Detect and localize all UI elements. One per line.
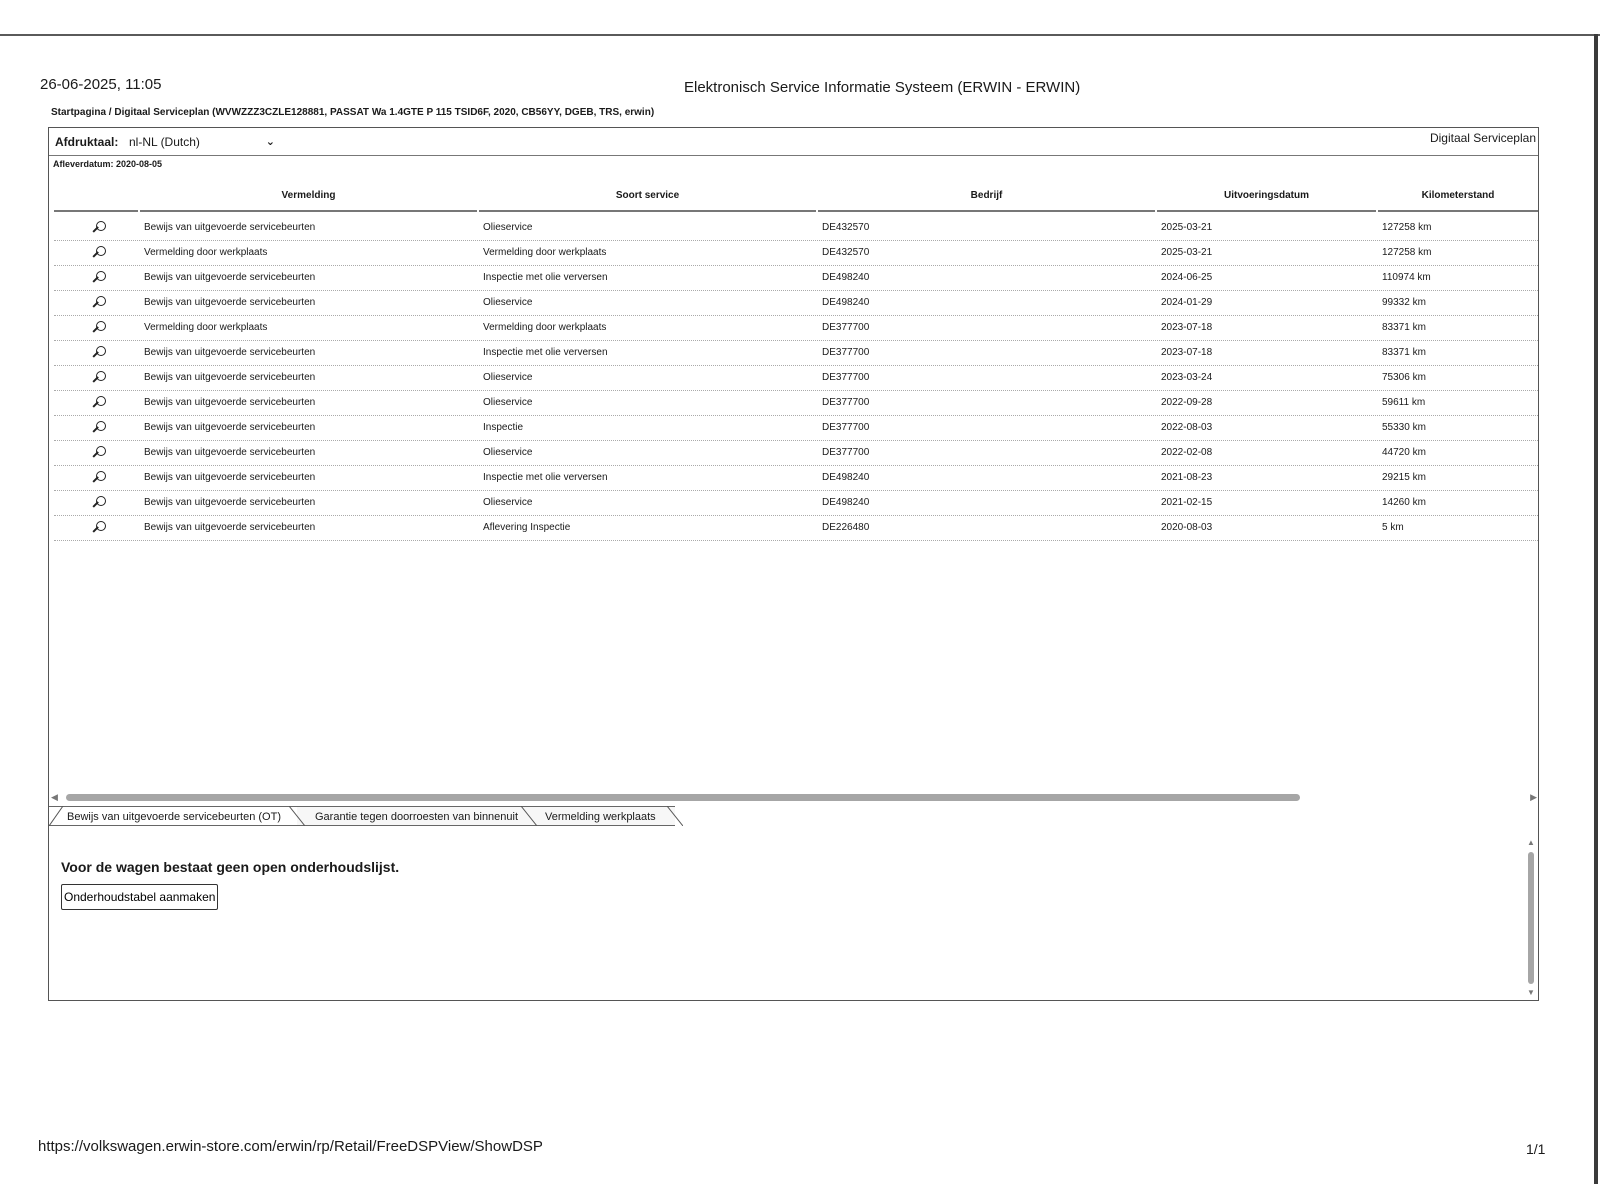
cell-entry: Bewijs van uitgevoerde servicebeurten (144, 447, 316, 458)
cell-km: 127258 km (1382, 222, 1432, 233)
cell-service: Inspectie met olie verversen (483, 272, 608, 283)
tab-edge-left (49, 806, 65, 826)
magnifier-icon[interactable] (91, 520, 107, 536)
cell-company: DE377700 (822, 347, 870, 358)
cell-company: DE432570 (822, 222, 870, 233)
magnifier-icon[interactable] (91, 295, 107, 311)
cell-km: 5 km (1382, 522, 1404, 533)
cell-date: 2023-07-18 (1161, 347, 1213, 358)
column-header-service[interactable]: Soort service (479, 180, 816, 212)
maintenance-notice: Voor de wagen bestaat geen open onderhoudslijst. (61, 859, 400, 875)
tab-edge-2 (521, 806, 537, 826)
tab-edge-3 (667, 806, 683, 826)
service-plan-panel (48, 127, 1539, 1001)
table-row[interactable] (54, 391, 1538, 416)
cell-entry: Bewijs van uitgevoerde servicebeurten (144, 472, 316, 483)
cell-entry: Bewijs van uitgevoerde servicebeurten (144, 522, 316, 533)
magnifier-icon[interactable] (91, 345, 107, 361)
scroll-left-icon[interactable]: ◀ (51, 792, 58, 802)
cell-service: Olieservice (483, 372, 533, 383)
table-row[interactable] (54, 316, 1538, 341)
vertical-scroll-thumb[interactable] (1528, 852, 1534, 984)
magnifier-icon[interactable] (91, 270, 107, 286)
cell-service: Aflevering Inspectie (483, 522, 571, 533)
cell-date: 2022-02-08 (1161, 447, 1213, 458)
table-row[interactable] (54, 466, 1538, 491)
language-label: Afdruktaal: (55, 135, 119, 149)
scan-edge-right (1594, 34, 1598, 1184)
cell-km: 99332 km (1382, 297, 1426, 308)
column-header-company[interactable]: Bedrijf (818, 180, 1155, 212)
cell-km: 75306 km (1382, 372, 1426, 383)
cell-entry: Vermelding door werkplaats (144, 247, 268, 258)
table-row[interactable] (54, 341, 1538, 366)
grid-rows (54, 216, 1538, 541)
delivery-date: Afleverdatum: 2020-08-05 (53, 159, 163, 169)
table-row[interactable] (54, 216, 1538, 241)
tab-edge-1 (289, 806, 305, 826)
chevron-down-icon: ⌄ (265, 136, 275, 148)
cell-service: Olieservice (483, 222, 533, 233)
cell-service: Olieservice (483, 497, 533, 508)
breadcrumb[interactable]: Startpagina / Digitaal Serviceplan (WVWZZZ3CZLE128881, PASSAT Wa 1.4GTE P 115 TSID6F, 2020, CB56YY, DGEB, TRS, erwin) (51, 107, 655, 118)
magnifier-icon[interactable] (91, 320, 107, 336)
scan-edge-top (0, 34, 1600, 36)
scroll-up-icon[interactable]: ▲ (1527, 838, 1535, 847)
grid-header (54, 180, 1538, 212)
cell-date: 2024-01-29 (1161, 297, 1213, 308)
table-row[interactable] (54, 266, 1538, 291)
print-date: 26-06-2025, 11:05 (40, 76, 162, 93)
cell-date: 2023-03-24 (1161, 372, 1213, 383)
cell-date: 2022-08-03 (1161, 422, 1213, 433)
table-row[interactable] (54, 491, 1538, 516)
cell-km: 59611 km (1382, 397, 1426, 408)
scroll-down-icon[interactable]: ▼ (1527, 988, 1535, 997)
panel-header (49, 128, 1538, 156)
cell-km: 83371 km (1382, 322, 1426, 333)
cell-company: DE498240 (822, 497, 870, 508)
tab-service-proofs[interactable]: Bewijs van uitgevoerde servicebeurten (OT) (49, 806, 297, 826)
cell-service: Inspectie met olie verversen (483, 472, 608, 483)
view-title: Digitaal Serviceplan (1429, 131, 1536, 145)
cell-date: 2025-03-21 (1161, 247, 1213, 258)
cell-km: 14260 km (1382, 497, 1426, 508)
scroll-right-icon[interactable]: ▶ (1530, 792, 1537, 802)
cell-service: Inspectie met olie verversen (483, 347, 608, 358)
cell-company: DE498240 (822, 297, 870, 308)
cell-service: Olieservice (483, 447, 533, 458)
cell-date: 2024-06-25 (1161, 272, 1213, 283)
cell-entry: Bewijs van uitgevoerde servicebeurten (144, 397, 316, 408)
cell-company: DE226480 (822, 522, 870, 533)
cell-entry: Bewijs van uitgevoerde servicebeurten (144, 347, 316, 358)
cell-company: DE377700 (822, 447, 870, 458)
language-value: nl-NL (Dutch) (129, 135, 200, 149)
cell-entry: Bewijs van uitgevoerde servicebeurten (144, 222, 316, 233)
footer-url: https://volkswagen.erwin-store.com/erwin/rp/Retail/FreeDSPView/ShowDSP (38, 1138, 543, 1155)
cell-service: Olieservice (483, 397, 533, 408)
footer-page-number: 1/1 (1526, 1141, 1546, 1157)
cell-company: DE498240 (822, 272, 870, 283)
table-row[interactable] (54, 441, 1538, 466)
cell-company: DE377700 (822, 422, 870, 433)
table-row[interactable] (54, 291, 1538, 316)
cell-km: 83371 km (1382, 347, 1426, 358)
magnifier-icon[interactable] (91, 395, 107, 411)
cell-km: 110974 km (1382, 272, 1431, 283)
cell-service: Vermelding door werkplaats (483, 322, 607, 333)
cell-company: DE377700 (822, 322, 870, 333)
tab-rust-warranty[interactable]: Garantie tegen doorroesten van binnenuit (297, 806, 527, 826)
magnifier-icon[interactable] (91, 445, 107, 461)
column-header-km[interactable]: Kilometerstand (1378, 180, 1538, 212)
magnifier-icon[interactable] (91, 420, 107, 436)
horizontal-scrollbar[interactable] (51, 791, 1537, 805)
cell-date: 2023-07-18 (1161, 322, 1213, 333)
cell-km: 55330 km (1382, 422, 1426, 433)
cell-entry: Bewijs van uitgevoerde servicebeurten (144, 297, 316, 308)
cell-service: Vermelding door werkplaats (483, 247, 607, 258)
column-header-action (54, 180, 138, 212)
table-row[interactable] (54, 241, 1538, 266)
horizontal-scroll-thumb[interactable] (66, 794, 1300, 801)
cell-date: 2020-08-03 (1161, 522, 1213, 533)
cell-company: DE498240 (822, 472, 870, 483)
cell-date: 2021-08-23 (1161, 472, 1213, 483)
cell-company: DE432570 (822, 247, 870, 258)
cell-entry: Vermelding door werkplaats (144, 322, 268, 333)
magnifier-icon[interactable] (91, 470, 107, 486)
table-row[interactable] (54, 516, 1538, 541)
cell-company: DE377700 (822, 372, 870, 383)
cell-entry: Bewijs van uitgevoerde servicebeurten (144, 422, 316, 433)
column-header-entry[interactable]: Vermelding (140, 180, 477, 212)
vertical-scrollbar[interactable] (1526, 838, 1536, 1000)
cell-entry: Bewijs van uitgevoerde servicebeurten (144, 272, 316, 283)
magnifier-icon[interactable] (91, 495, 107, 511)
cell-km: 44720 km (1382, 447, 1426, 458)
cell-km: 127258 km (1382, 247, 1432, 258)
column-header-date[interactable]: Uitvoeringsdatum (1157, 180, 1376, 212)
table-row[interactable] (54, 416, 1538, 441)
cell-company: DE377700 (822, 397, 870, 408)
cell-date: 2021-02-15 (1161, 497, 1213, 508)
language-select[interactable] (127, 133, 277, 151)
cell-entry: Bewijs van uitgevoerde servicebeurten (144, 497, 316, 508)
cell-date: 2025-03-21 (1161, 222, 1213, 233)
cell-service: Inspectie (483, 422, 524, 433)
cell-service: Olieservice (483, 297, 533, 308)
print-title: Elektronisch Service Informatie Systeem (ERWIN - ERWIN) (684, 79, 1081, 96)
cell-km: 29215 km (1382, 472, 1426, 483)
magnifier-icon[interactable] (91, 370, 107, 386)
magnifier-icon[interactable] (91, 220, 107, 236)
cell-date: 2022-09-28 (1161, 397, 1213, 408)
table-row[interactable] (54, 366, 1538, 391)
magnifier-icon[interactable] (91, 245, 107, 261)
create-maintenance-table-button[interactable]: Onderhoudstabel aanmaken (61, 884, 218, 910)
cell-entry: Bewijs van uitgevoerde servicebeurten (144, 372, 316, 383)
tab-workshop-notes[interactable]: Vermelding werkplaats (527, 806, 675, 826)
